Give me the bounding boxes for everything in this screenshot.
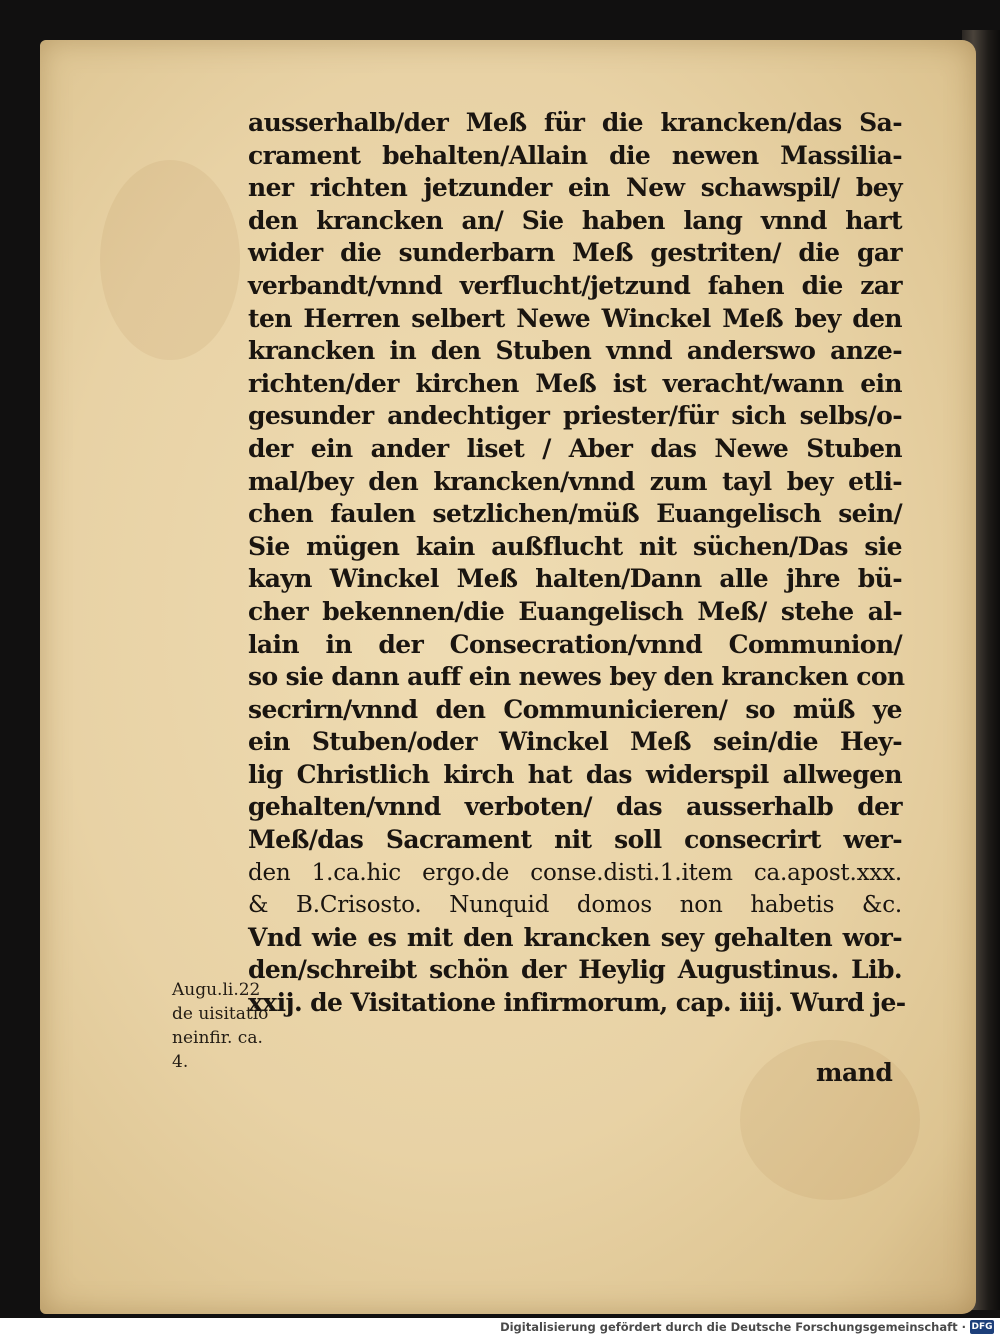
text-line: lain in der Consecration/vnnd Communion/	[248, 629, 902, 659]
text-line: ein Stuben/oder Winckel Meß sein/die Hey-	[248, 727, 902, 757]
text-line: krancken in den Stuben vnnd anderswo anze-	[248, 336, 902, 366]
footer-credit: Digitalisierung gefördert durch die Deutsche Forschungsgemeinschaft ·	[500, 1320, 966, 1334]
marginal-note-line: de uisitatio	[172, 1004, 269, 1024]
text-line: crament behalten/Allain die newen Massilia-	[248, 140, 902, 170]
text-line: kayn Winckel Meß halten/Dann alle jhre bü-	[248, 564, 902, 594]
text-line: ner richten jetzunder ein New schawspil/ bey	[248, 173, 902, 203]
dfg-logo: DFG	[971, 1322, 993, 1332]
text-line: den krancken an/ Sie haben lang vnnd hart	[248, 205, 902, 235]
text-line: so sie dann auff ein newes bey den krancken con	[248, 662, 905, 692]
text-line: Vnd wie es mit den krancken sey gehalten wor-	[248, 922, 902, 952]
text-line-latin: den 1.ca.hic ergo.de conse.disti.1.item ca.apost.xxx.	[248, 859, 902, 886]
marginal-note	[172, 978, 282, 1074]
text-line: verbandt/vnnd verflucht/jetzund fahen die zar	[248, 270, 902, 300]
text-line: Meß/das Sacrament nit soll consecrirt wer-	[248, 825, 902, 855]
catchword: mand	[816, 1058, 893, 1087]
text-line: secrirn/vnnd den Communicieren/ so müß ye	[248, 694, 902, 724]
text-line: Sie mügen kain außflucht nit süchen/Das sie	[248, 531, 902, 561]
text-line: xxij. de Visitatione infirmorum, cap. iiij. Wurd je-	[248, 988, 906, 1018]
text-line: lig Christlich kirch hat das widerspil allwegen	[248, 759, 902, 789]
main-text-block	[248, 107, 908, 1020]
text-line: der ein ander liset / Aber das Newe Stuben	[248, 433, 902, 463]
text-line: den/schreibt schön der Heylig Augustinus. Lib.	[248, 955, 902, 985]
text-line: chen faulen setzlichen/müß Euangelisch sein/	[248, 499, 902, 529]
text-line: wider die sunderbarn Meß gestriten/ die gar	[248, 238, 902, 268]
text-line: gesunder andechtiger priester/für sich selbs/o-	[248, 401, 902, 431]
marginal-note-line: 4.	[172, 1052, 189, 1072]
text-line: ausserhalb/der Meß für die krancken/das Sa-	[248, 108, 902, 137]
text-line-latin: & B.Crisosto. Nunquid domos non habetis &c.	[248, 892, 902, 919]
marginal-note-line: neinfir. ca.	[172, 1028, 263, 1048]
text-line: cher bekennen/die Euangelisch Meß/ stehe al-	[248, 596, 902, 626]
text-line: richten/der kirchen Meß ist veracht/wann ein	[248, 368, 902, 398]
text-line: gehalten/vnnd verboten/ das ausserhalb der	[248, 792, 902, 822]
text-line: mal/bey den krancken/vnnd zum tayl bey etli-	[248, 466, 902, 496]
text-line: ten Herren selbert Newe Winckel Meß bey den	[248, 303, 902, 333]
marginal-note-line: Augu.li.22	[172, 980, 261, 1000]
page-stain	[100, 160, 240, 360]
